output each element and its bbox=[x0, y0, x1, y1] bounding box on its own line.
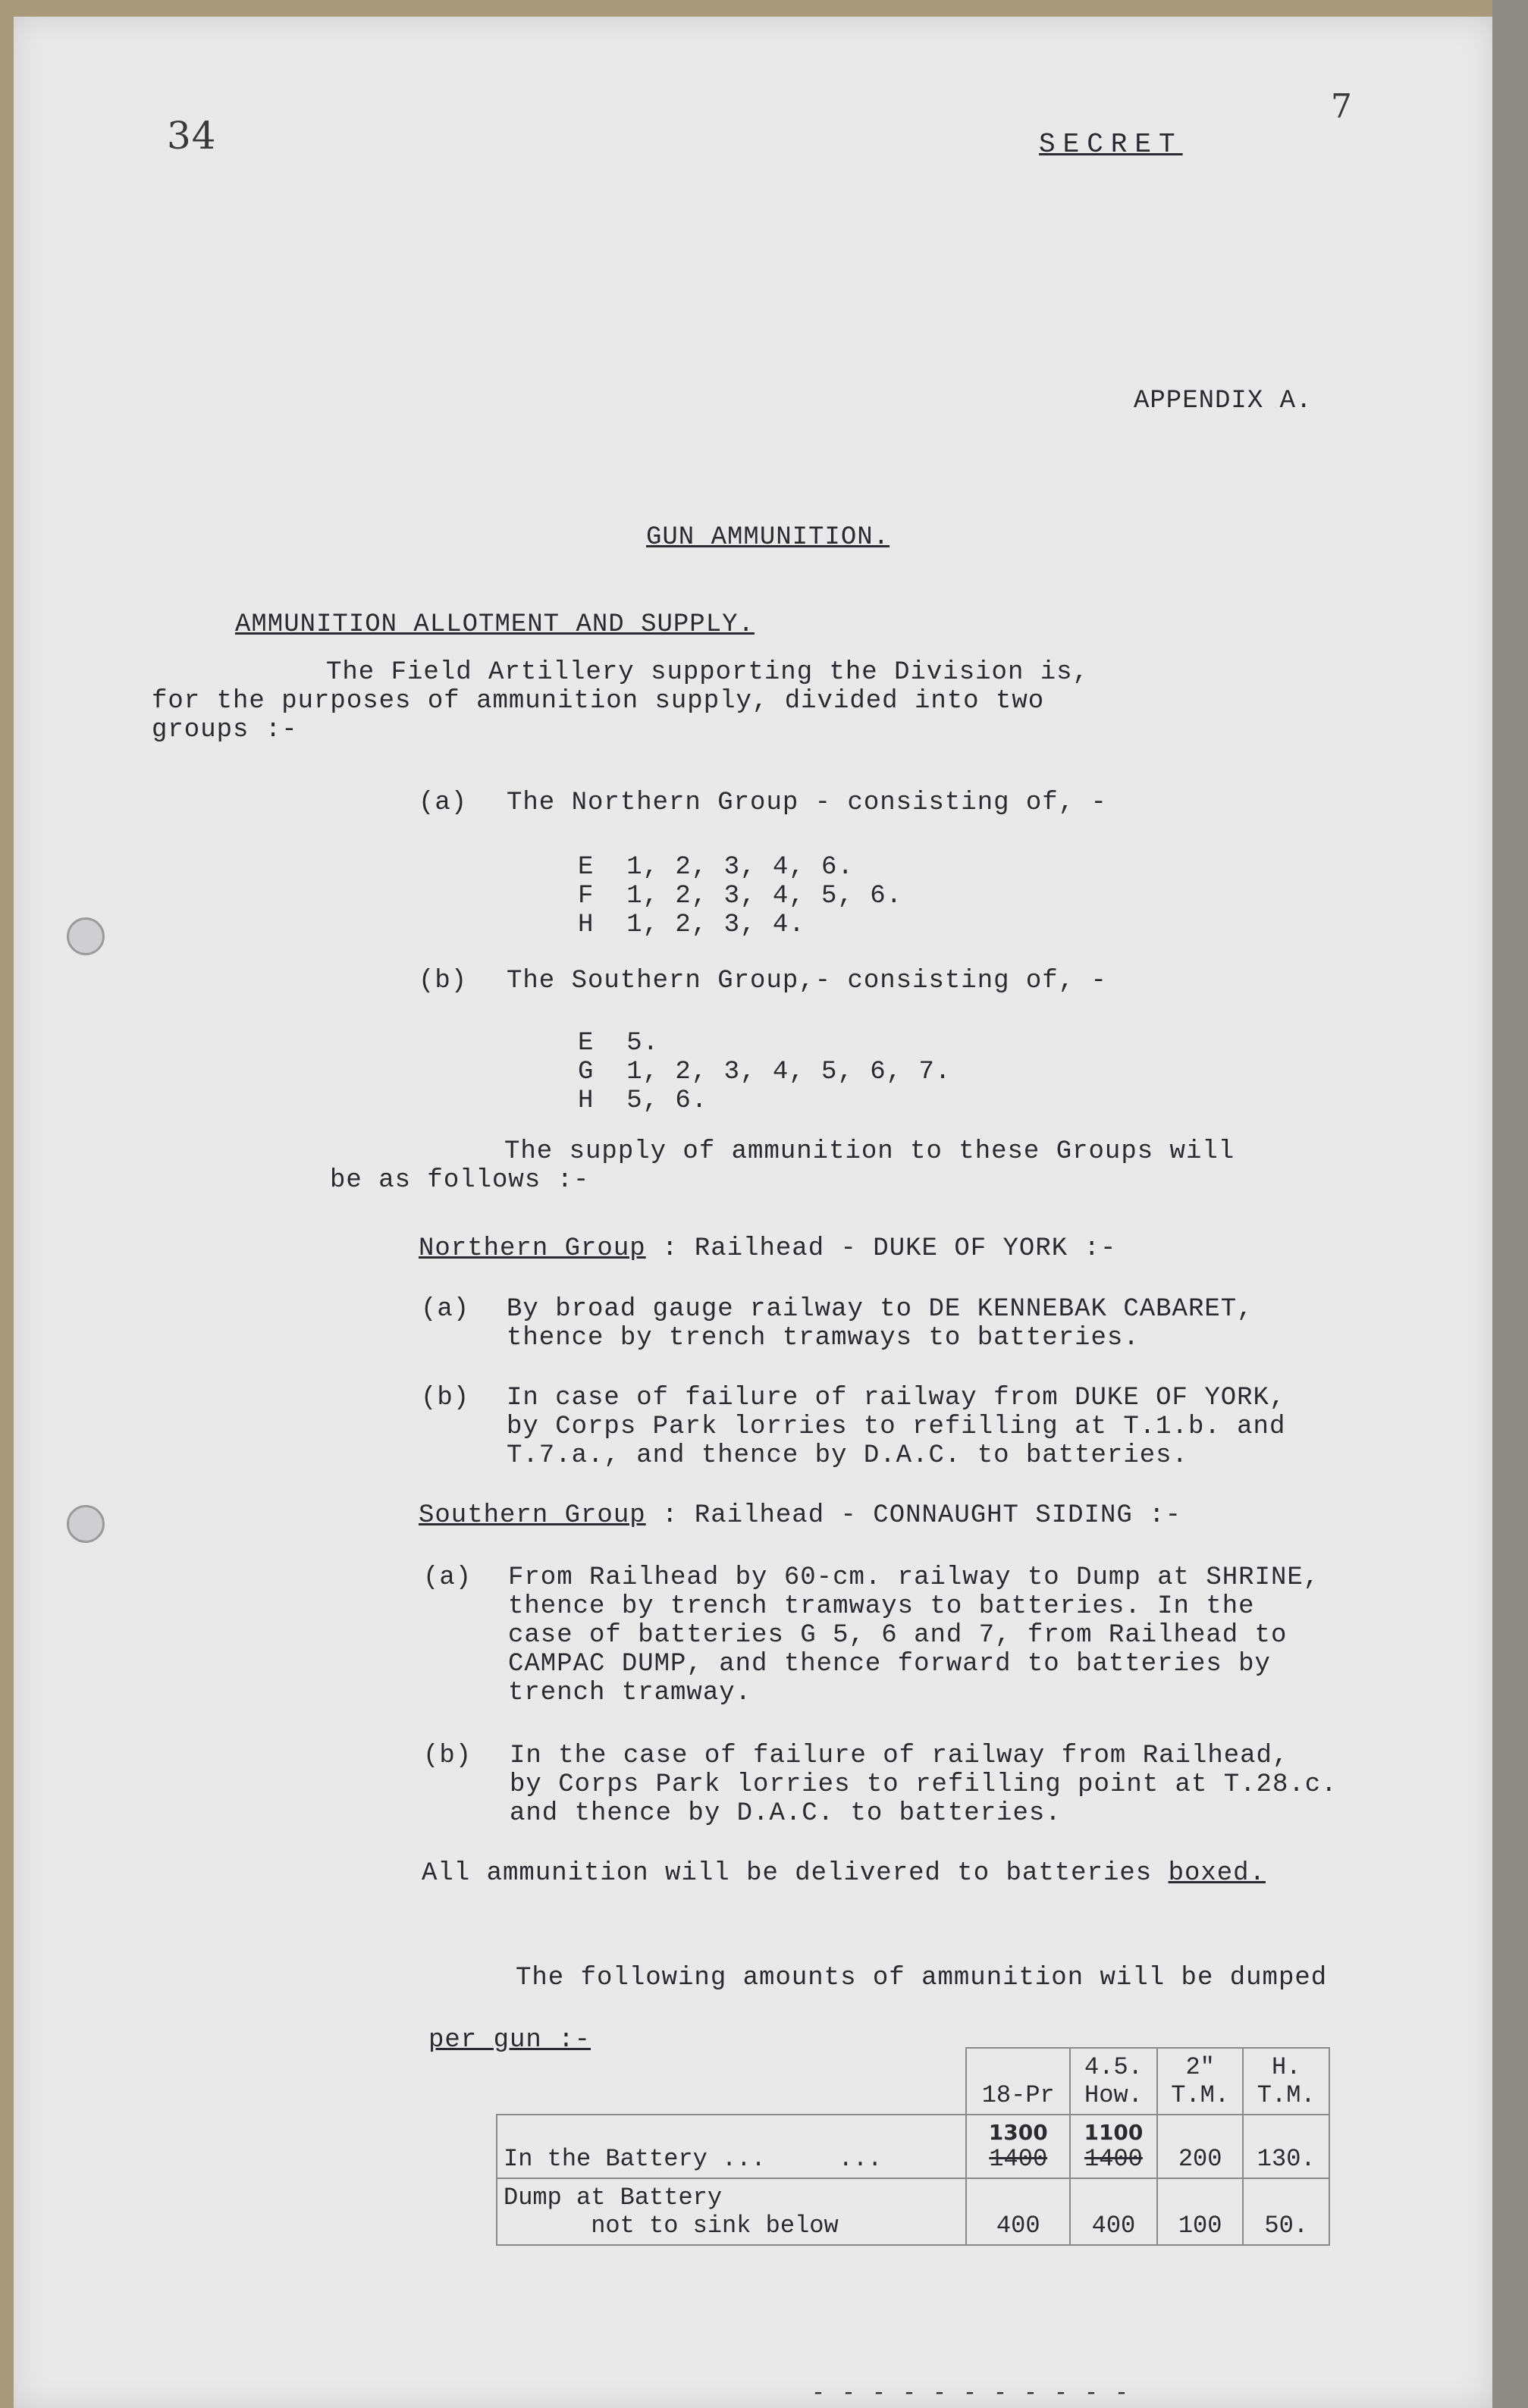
page-number: 34 bbox=[167, 114, 217, 158]
southern-item-a-text: From Railhead by 60-cm. railway to Dump at SHRINE, thence by trench tramways to batteries. In the case of batteries G 5, 6 and 7, from Railhead to CAMPAC DUMP, and thence forward to batteries by trench tramway. bbox=[508, 1563, 1320, 1707]
northern-item-b-text: In case of failure of railway from DUKE OF YORK, by Corps Park lorries to refilling at T.1.b. and T.7.a., and thence by D.A.C. to batteries. bbox=[507, 1384, 1286, 1470]
boxed-emphasis: boxed. bbox=[1168, 1859, 1266, 1888]
table-cell bbox=[1070, 2115, 1157, 2178]
handwritten-correction: 1100 bbox=[1084, 2120, 1144, 2145]
table-cell: 50. bbox=[1243, 2178, 1329, 2245]
table-row bbox=[497, 2178, 1329, 2245]
col-18pr: 18-Pr bbox=[966, 2048, 1070, 2115]
table-cell bbox=[966, 2115, 1070, 2178]
southern-heading bbox=[419, 1501, 1181, 1530]
footer-rule: - - - - - - - - - - - bbox=[811, 2381, 1131, 2406]
table-cell: 200 bbox=[1157, 2115, 1244, 2178]
table-row bbox=[497, 2115, 1329, 2178]
northern-item-a-text: By broad gauge railway to DE KENNEBAK CABARET, thence by trench tramways to batteries. bbox=[507, 1295, 1253, 1353]
table-cell: 130. bbox=[1243, 2115, 1329, 2178]
northern-item-b-label: (b) bbox=[421, 1384, 470, 1413]
group-b-title: The Southern Group,- consisting of, - bbox=[507, 967, 1107, 995]
appendix-label: APPENDIX A. bbox=[1134, 387, 1313, 415]
group-a-title: The Northern Group - consisting of, - bbox=[507, 789, 1107, 817]
secret-stamp: SECRET bbox=[1039, 129, 1183, 160]
col-45-how: 4.5. How. bbox=[1070, 2048, 1157, 2115]
battery-line: G 1, 2, 3, 4, 5, 6, 7. bbox=[578, 1058, 952, 1086]
table-cell: 400 bbox=[966, 2178, 1070, 2245]
table-corner bbox=[497, 2048, 966, 2115]
row-label: In the Battery ... ... bbox=[497, 2115, 966, 2178]
col-h-tm: H. T.M. bbox=[1243, 2048, 1329, 2115]
intro-paragraph: The Field Artillery supporting the Division is, for the purposes of ammunition supply, divided into two groups :- bbox=[152, 658, 1089, 745]
northern-item-a-label: (a) bbox=[421, 1295, 470, 1324]
struck-value: 1400 bbox=[989, 2145, 1048, 2173]
southern-item-b-label: (b) bbox=[423, 1742, 472, 1770]
ammunition-table bbox=[496, 2047, 1330, 2246]
northern-heading-rest: : Railhead - DUKE OF YORK :- bbox=[645, 1234, 1117, 1263]
southern-heading-rest: : Railhead - CONNAUGHT SIDING :- bbox=[645, 1501, 1181, 1530]
battery-line: E 1, 2, 3, 4, 6. bbox=[578, 853, 854, 882]
battery-line: F 1, 2, 3, 4, 5, 6. bbox=[578, 882, 903, 911]
struck-value: 1400 bbox=[1084, 2145, 1143, 2173]
binding-edge bbox=[1492, 0, 1528, 2408]
table-cell: 100 bbox=[1157, 2178, 1244, 2245]
northern-heading bbox=[419, 1234, 1116, 1263]
southern-item-a-label: (a) bbox=[423, 1563, 472, 1592]
punch-hole bbox=[67, 917, 105, 955]
southern-item-b-text: In the case of failure of railway from Railhead, by Corps Park lorries to refilling point at T.28.c. and thence by D.A.C. to batteries. bbox=[510, 1742, 1338, 1828]
folio-number: 7 bbox=[1331, 87, 1353, 126]
section-heading: AMMUNITION ALLOTMENT AND SUPPLY. bbox=[235, 610, 755, 639]
northern-heading-label: Northern Group bbox=[419, 1234, 646, 1263]
battery-line: H 5, 6. bbox=[578, 1086, 708, 1115]
handwritten-correction: 1300 bbox=[988, 2120, 1048, 2145]
dump-intro: The following amounts of ammunition will be dumped bbox=[516, 1964, 1328, 1993]
per-gun-label: per gun :- bbox=[428, 2026, 591, 2055]
punch-hole bbox=[67, 1505, 105, 1543]
page-title: GUN AMMUNITION. bbox=[646, 523, 890, 552]
boxed-line bbox=[422, 1859, 1266, 1888]
table-header-row bbox=[497, 2048, 1329, 2115]
group-b-label: (b) bbox=[419, 967, 468, 995]
group-a-label: (a) bbox=[419, 789, 468, 817]
boxed-line-prefix: All ammunition will be delivered to batteries bbox=[422, 1859, 1169, 1888]
supply-intro: The supply of ammunition to these Groups will be as follows :- bbox=[330, 1137, 1235, 1195]
southern-heading-label: Southern Group bbox=[419, 1501, 646, 1530]
table-cell: 400 bbox=[1070, 2178, 1157, 2245]
col-2in-tm: 2" T.M. bbox=[1157, 2048, 1244, 2115]
row-label: Dump at Battery not to sink below bbox=[497, 2178, 966, 2245]
battery-line: E 5. bbox=[578, 1029, 660, 1058]
battery-line: H 1, 2, 3, 4. bbox=[578, 911, 805, 939]
